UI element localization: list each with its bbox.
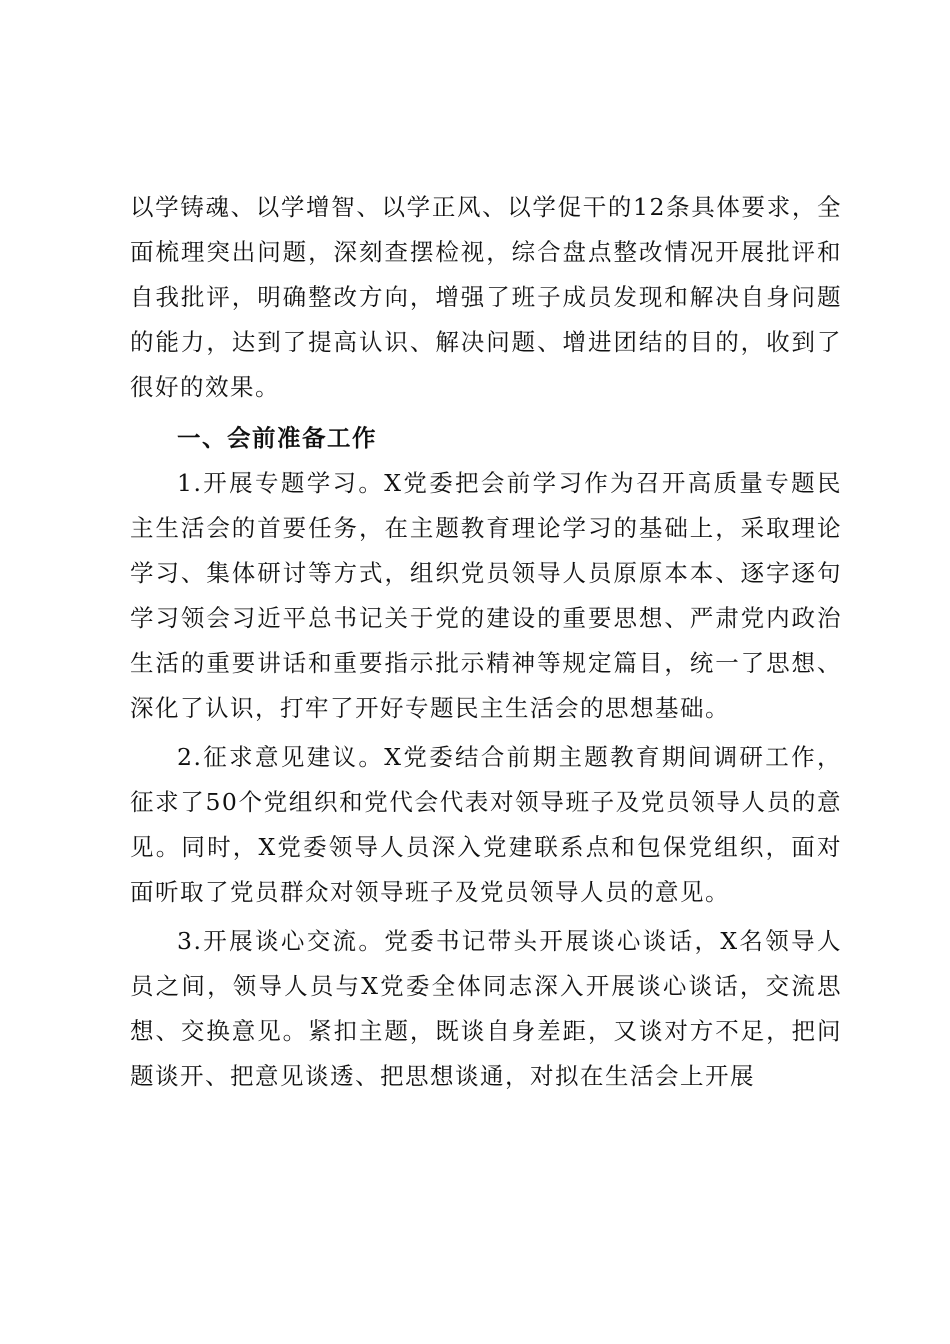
paragraph-talks: 3.开展谈心交流。党委书记带头开展谈心谈话，X名领导人员之间，领导人员与X党委全体同志深入开展谈心谈话，交流思想、交换意见。紧扣主题，既谈自身差距，又谈对方不足，把问题谈开、把意见谈透、把思想谈通，对拟在生活会上开展 <box>130 927 842 1090</box>
section-heading: 一、会前准备工作 <box>177 424 377 452</box>
document-body <box>130 185 842 1099</box>
intro-paragraph: 以学铸魂、以学增智、以学正风、以学促干的12条具体要求，全面梳理突出问题，深刻查摆检视，综合盘点整改情况开展批评和自我批评，明确整改方向，增强了班子成员发现和解决自身问题的能力，达到了提高认识、解决问题、增进团结的目的，收到了很好的效果。 <box>130 193 842 401</box>
paragraph-opinions: 2.征求意见建议。X党委结合前期主题教育期间调研工作，征求了50个党组织和党代会代表对领导班子及党员领导人员的意见。同时，X党委领导人员深入党建联系点和包保党组织，面对面听取了党员群众对领导班子及党员领导人员的意见。 <box>130 743 842 906</box>
spacer <box>130 410 842 414</box>
paragraph-study: 1.开展专题学习。X党委把会前学习作为召开高质量专题民主生活会的首要任务，在主题教育理论学习的基础上，采取理论学习、集体研讨等方式，组织党员领导人员原原本本、逐字逐句学习领会习近平总书记关于党的建设的重要思想、严肃党内政治生活的重要讲话和重要指示批示精神等规定篇目，统一了思想、深化了认识，打牢了开好专题民主生活会的思想基础。 <box>130 469 842 722</box>
